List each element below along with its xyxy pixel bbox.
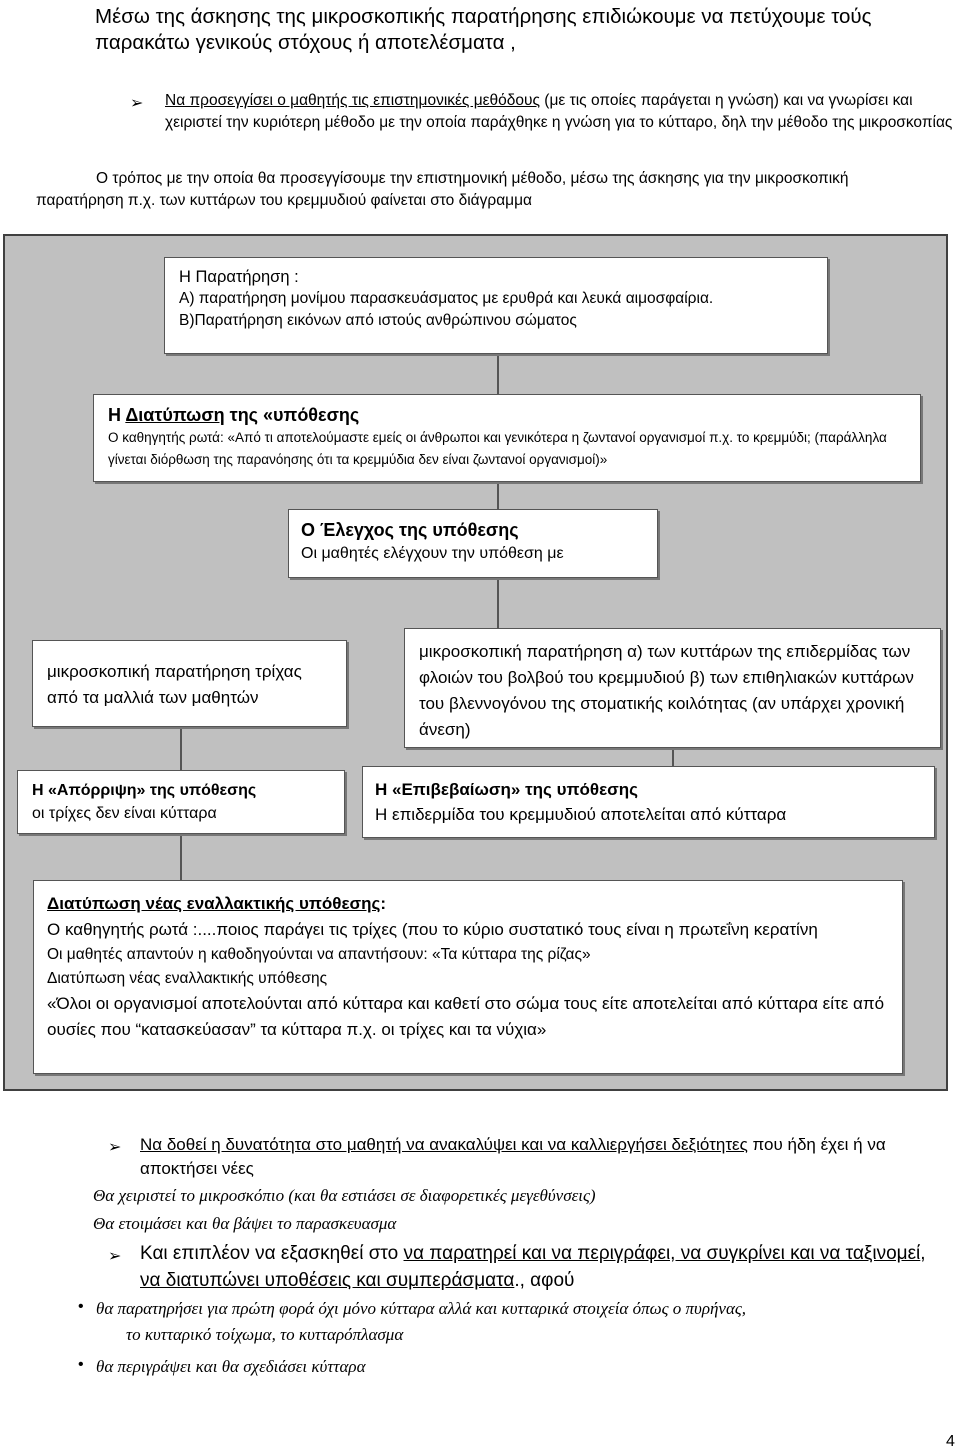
- arrow-bullet-icon: ➢: [108, 1139, 122, 1156]
- rejection-text: οι τρίχες δεν είναι κύτταρα: [32, 805, 217, 822]
- connector-line: [672, 748, 674, 766]
- italic-microscope-line: Θα χειριστεί το μικροσκόπιο (και θα εστιάσει σε διαφορετικές μεγεθύνσεις): [93, 1186, 596, 1205]
- confirmation-text: Η επιδερμίδα του κρεμμυδιού αποτελείται από κύτταρα: [375, 805, 787, 824]
- dot-draw-cells: θα περιγράψει και θα σχεδιάσει κύτταρα: [96, 1357, 366, 1376]
- dot-observe-line-1: θα παρατηρήσει για πρώτη φορά όχι μόνο κύτταρα αλλά και κυτταρικά στοιχεία όπως ο πυρήνας,: [96, 1299, 747, 1318]
- bullet-practice-end: ., αφού: [514, 1270, 575, 1291]
- dot-observe-line-2: το κυτταρικό τοίχωμα, το κυτταρόπλασμα: [126, 1325, 404, 1344]
- connector-line: [180, 834, 182, 880]
- intro-heading: Μέσω της άσκησης της μικροσκοπικής παρατήρησης επιδιώκουμε να πετύχουμε τούς παρακάτω γενικούς στόχους ή αποτελέσματα ,: [95, 5, 872, 54]
- dot-bullet-icon: •: [78, 1298, 84, 1315]
- hypothesis-text: Ο καθηγητής ρωτά: «Από τι αποτελούμαστε εμείς οι άνθρωποι και γενικότερα η ζωντανοί οργανισμοί π.χ. το κρεμμύδι; (παράλληλα γίνεται διόρθωση της παρανόησης ότι τα κρεμμύδια δεν είναι ζωντανοί οργανισμοί)»: [108, 430, 887, 467]
- alternative-line-3: Διατύπωση νέας εναλλακτικής υπόθεσης: [47, 970, 328, 987]
- rejection-box: [17, 770, 345, 834]
- control-box: [288, 509, 658, 578]
- bullet-methods-underlined: Να προσεγγίσει ο μαθητής τις επιστημονικές μεθόδους: [165, 92, 540, 109]
- italic-prepare-line: Θα ετοιμάσει και θα βάψει το παρασκευασμα: [93, 1214, 397, 1233]
- connector-line: [497, 482, 499, 509]
- connector-line: [180, 727, 182, 770]
- bullet-methods: [165, 90, 955, 134]
- observation-title: Η Παρατήρηση :: [179, 268, 299, 286]
- observation-line-a: Α) παρατήρηση μονίμου παρασκευάσματος με ερυθρά και λευκά αιμοσφαίρια.: [179, 290, 714, 307]
- alternative-title: [47, 891, 889, 917]
- page-number: 4: [946, 1433, 955, 1450]
- arrow-bullet-icon: ➢: [130, 95, 144, 112]
- bullet-practice: [140, 1240, 940, 1294]
- dot-bullet-icon: •: [78, 1356, 84, 1373]
- bullet-practice-comma: ,: [920, 1243, 926, 1264]
- confirmation-box: [362, 766, 935, 838]
- bullet-practice-underlined-1: να παρατηρεί και να περιγράφει, να συγκρίνει και να ταξινομεί: [403, 1243, 921, 1264]
- alternative-title-underlined: Διατύπωση νέας εναλλακτικής υπόθεσης: [47, 894, 381, 913]
- confirmation-title: Η «Επιβεβαίωση» της υπόθεσης: [375, 780, 639, 799]
- bullet-practice-underlined-2: να διατυπώνει υποθέσεις και συμπεράσματα: [140, 1270, 515, 1291]
- observation-box: [164, 257, 828, 354]
- hypothesis-title-underlined: Διατύπωση: [125, 405, 225, 425]
- connector-line: [497, 354, 499, 394]
- hair-test-box: μικροσκοπική παρατήρηση τρίχας από τα μαλλιά των μαθητών: [32, 640, 347, 727]
- bullet-practice-text: Και επιπλέον να εξασκηθεί στο: [140, 1243, 404, 1264]
- alternative-line-1: Ο καθηγητής ρωτά :....ποιος παράγει τις τρίχες (που το κύριο συστατικό τους είναι η πρωτεΐνη κερατίνη: [47, 920, 818, 939]
- connector-line: [497, 578, 499, 628]
- alternative-line-4: «Όλοι οι οργανισμοί αποτελούνται από κύτταρα και καθετί στο σώμα τους είτε αποτελείται από κύτταρα είτε από ουσίες που “κατασκεύασαν” τα κύτταρα π.χ. οι τρίχες και τα νύχια»: [47, 994, 885, 1039]
- rejection-title: Η «Απόρριψη» της υπόθεσης: [32, 782, 257, 799]
- hypothesis-title-rest: της «υπόθεσης: [224, 405, 360, 425]
- method-paragraph: Ο τρόπος με την οποία θα προσεγγίσουμε την επιστημονική μέθοδο, μέσω της άσκησης για την μικροσκοπική παρατήρηση π.χ. των κυττάρων του κρεμμυδιού φαίνεται στο διάγραμμα: [36, 170, 849, 209]
- alternative-line-2: Οι μαθητές απαντούν η καθοδηγούνται να απαντήσουν: «Τα κύτταρα της ρίζας»: [47, 946, 591, 963]
- bullet-skills-rest: που ήδη έχει ή να αποκτήσει νέες: [140, 1135, 886, 1178]
- dot-observe-cells: [96, 1296, 956, 1348]
- hypothesis-title: [108, 403, 906, 427]
- arrow-bullet-icon: ➢: [108, 1248, 122, 1265]
- cell-test-box: μικροσκοπική παρατήρηση α) των κυττάρων της επιδερμίδας των φλοιών του βολβού του κρεμμυδιού β) των επιθηλιακών κυττάρων του βλεννογόνου της στοματικής κοιλότητας (αν υπάρχει χρονική άνεση): [404, 628, 941, 748]
- alternative-hypothesis-box: [33, 880, 903, 1074]
- control-title: Ο Έλεγχος της υπόθεσης: [301, 520, 519, 540]
- hypothesis-box: [93, 394, 921, 482]
- bullet-skills-underlined: Να δοθεί η δυνατότητα στο μαθητή να ανακαλύψει και να καλλιεργήσει δεξιότητες: [140, 1135, 748, 1154]
- hypothesis-title-prefix: Η: [108, 405, 126, 425]
- bullet-skills: [140, 1133, 950, 1181]
- alternative-title-rest: :: [380, 894, 387, 913]
- bullet-methods-rest: (με τις οποίες παράγεται η γνώση) και να γνωρίσει και χειριστεί την κυριότερη μέθοδο με την οποία παράχθηκε η γνώση για το κύτταρο, δηλ την μέθοδο της μικροσκοπίας: [165, 92, 953, 131]
- control-text: Οι μαθητές ελέγχουν την υπόθεση με: [301, 545, 564, 562]
- observation-line-b: Β)Παρατήρηση εικόνων από ιστούς ανθρώπινου σώματος: [179, 312, 577, 329]
